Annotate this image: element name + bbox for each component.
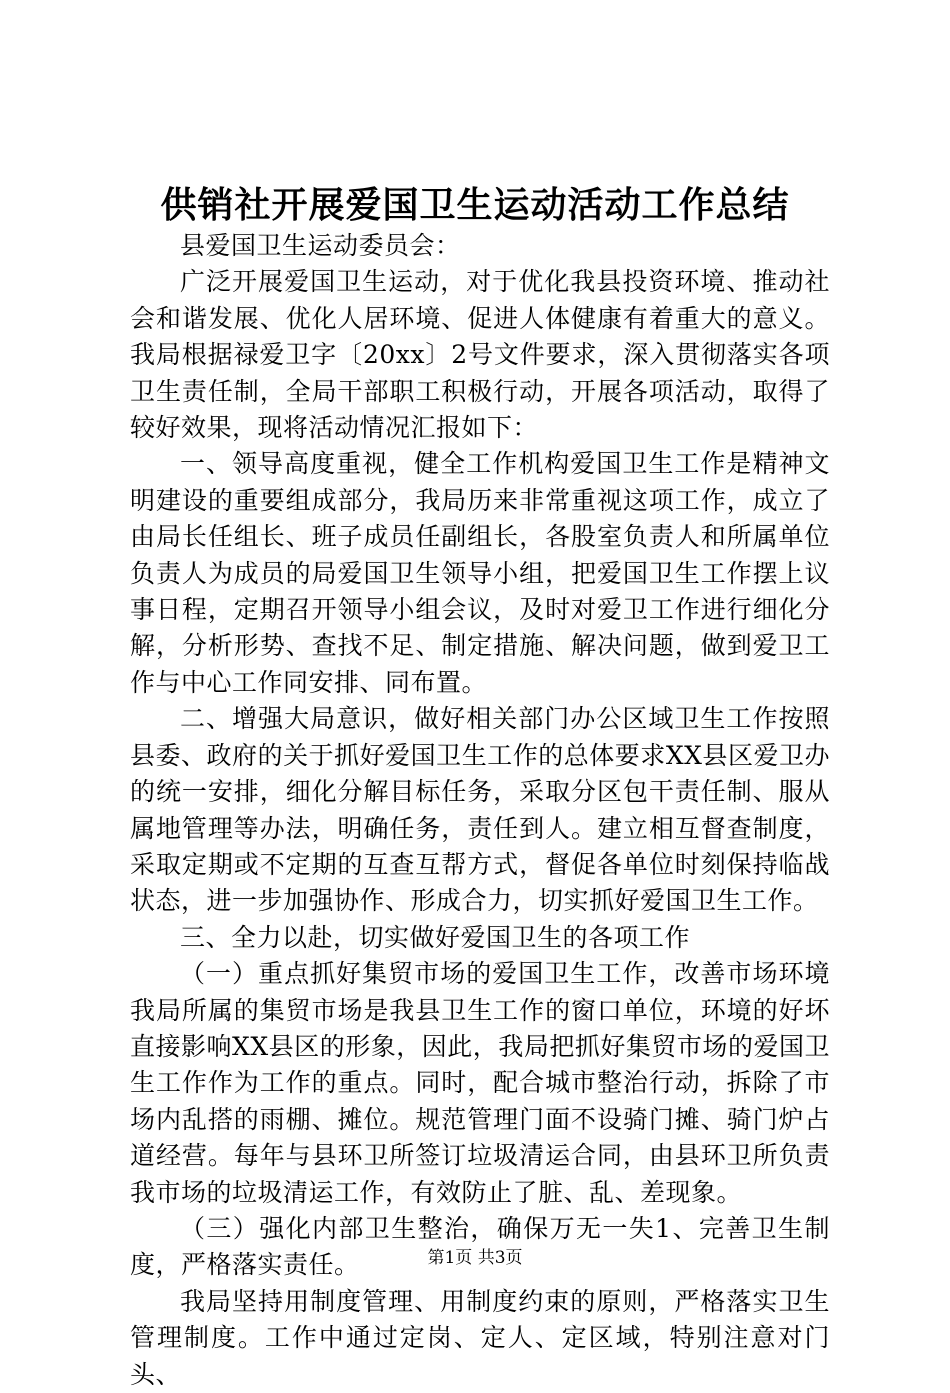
document-title: 供销社开展爱国卫生运动活动工作总结 — [160, 184, 790, 226]
paragraph-section-2: 二、增强大局意识，做好相关部门办公区域卫生工作按照县委、政府的关于抓好爱国卫生工作的总体要求XX县区爱卫办的统一安排，细化分解目标任务，采取分区包干责任制、服从属地管理等办法，明确任务，责任到人。建立相互督查制度，采取定期或不定期的互查互帮方式，督促各单位时刻保持临战状态，进一步加强协作、形成合力，切实抓好爱国卫生工作。 — [130, 704, 830, 916]
paragraph-intro: 广泛开展爱国卫生运动，对于优化我县投资环境、推动社会和谐发展、优化人居环境、促进人体健康有着重大的意义。我局根据禄爱卫字〔20xx〕2号文件要求，深入贯彻落实各项卫生责任制，全局干部职工积极行动，开展各项活动，取得了较好效果，现将活动情况汇报如下： — [130, 267, 830, 443]
paragraph-section-3-heading: 三、全力以赴，切实做好爱国卫生的各项工作 — [180, 922, 691, 952]
paragraph-continuation: 我局坚持用制度管理、用制度约束的原则，严格落实卫生管理制度。工作中通过定岗、定人、定区域，特别注意对门头、 — [130, 1286, 830, 1389]
paragraph-subsection-1: （一）重点抓好集贸市场的爱国卫生工作，改善市场环境我局所属的集贸市场是我县卫生工作的窗口单位，环境的好坏直接影响XX县区的形象，因此，我局把抓好集贸市场的爱国卫生工作作为工作的重点。同时，配合城市整治行动，拆除了市场内乱搭的雨棚、摊位。规范管理门面不设骑门摊、骑门炉占道经营。每年与县环卫所签订垃圾清运合同，由县环卫所负责我市场的垃圾清运工作，有效防止了脏、乱、差现象。 — [130, 959, 830, 1207]
paragraph-section-1: 一、领导高度重视，健全工作机构爱国卫生工作是精神文明建设的重要组成部分，我局历来非常重视这项工作，成立了由局长任组长、班子成员任副组长，各股室负责人和所属单位负责人为成员的局爱国卫生领导小组，把爱国卫生工作摆上议事日程，定期召开领导小组会议，及时对爱卫工作进行细化分解，分析形势、查找不足、制定措施、解决问题，做到爱卫工作与中心工作同安排、同布置。 — [130, 449, 830, 697]
salutation: 县爱国卫生运动委员会： — [180, 231, 461, 260]
document-body — [130, 228, 830, 1393]
paragraph-subsection-3: （三）强化内部卫生整治，确保万无一失1、完善卫生制度，严格落实责任。 — [130, 1213, 830, 1280]
page-number-footer: 第1页 共3页 — [427, 1248, 523, 1268]
